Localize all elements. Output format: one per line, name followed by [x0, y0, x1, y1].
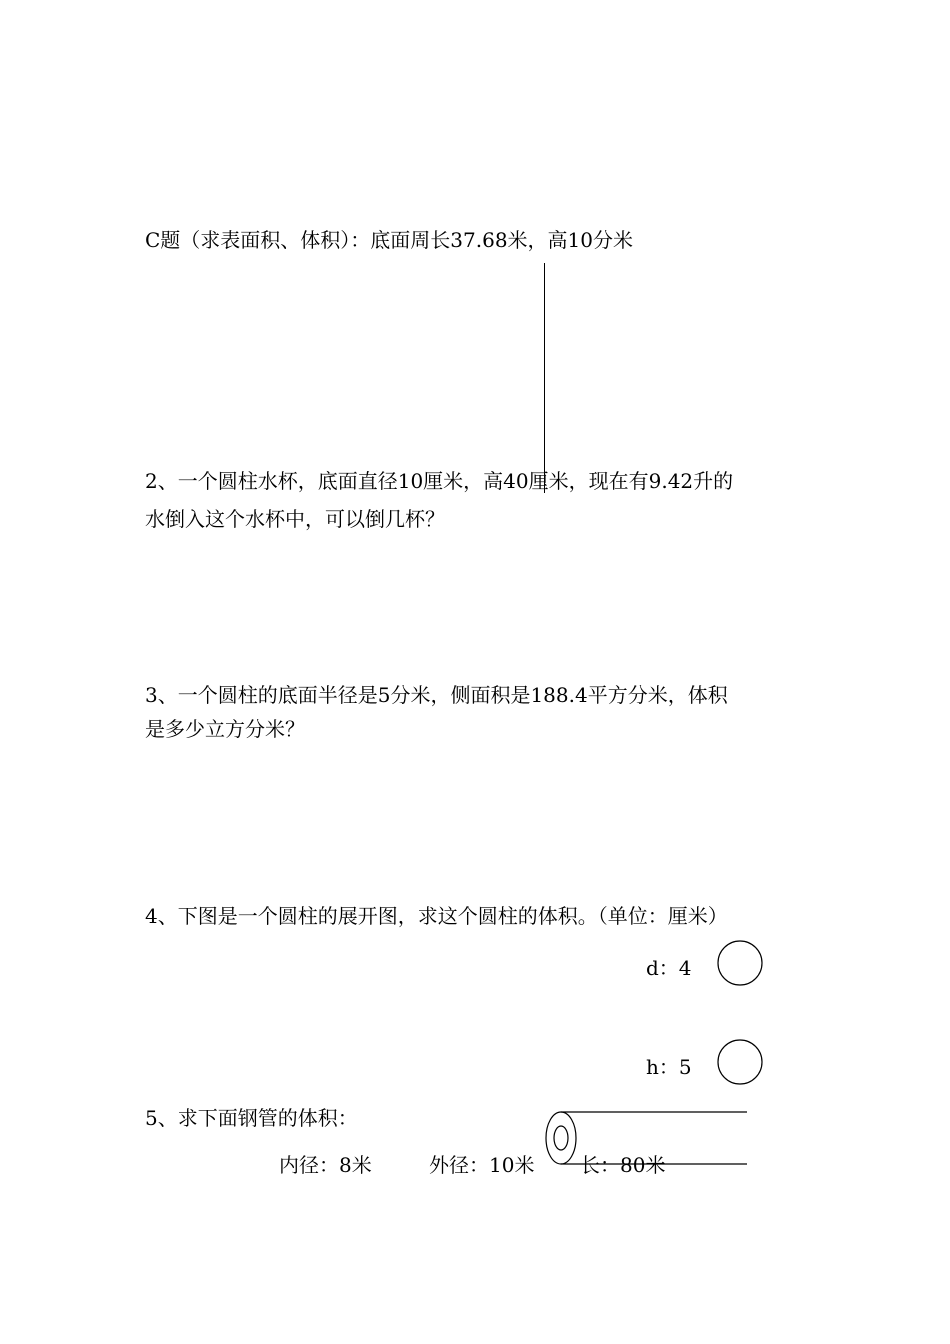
base-circle-top-figure	[716, 939, 764, 987]
problem-2-line-2: 水倒入这个水杯中，可以倒几杯？	[145, 507, 445, 531]
vertical-divider-line	[544, 263, 545, 493]
problem-5-text: 5、求下面钢管的体积：	[145, 1106, 358, 1130]
height-label: h：5	[646, 1055, 692, 1079]
problem-c-text: C题（求表面积、体积）：底面周长37.68米，高10分米	[145, 228, 634, 252]
problem-3-line-2: 是多少立方分米？	[145, 717, 305, 741]
problem-2-line-1: 2、一个圆柱水杯，底面直径10厘米，高40厘米，现在有9.42升的	[145, 469, 734, 493]
problem-4-text: 4、下图是一个圆柱的展开图，求这个圆柱的体积。（单位：厘米）	[145, 904, 728, 928]
base-circle-bottom-figure	[716, 1038, 764, 1086]
outer-diameter-label: 外径：10米	[429, 1153, 535, 1177]
length-label: 长：80米	[580, 1153, 666, 1177]
diameter-label: d：4	[646, 956, 692, 980]
problem-3-line-1: 3、一个圆柱的底面半径是5分米，侧面积是188.4平方分米，体积	[145, 683, 728, 707]
inner-diameter-label: 内径：8米	[279, 1153, 372, 1177]
